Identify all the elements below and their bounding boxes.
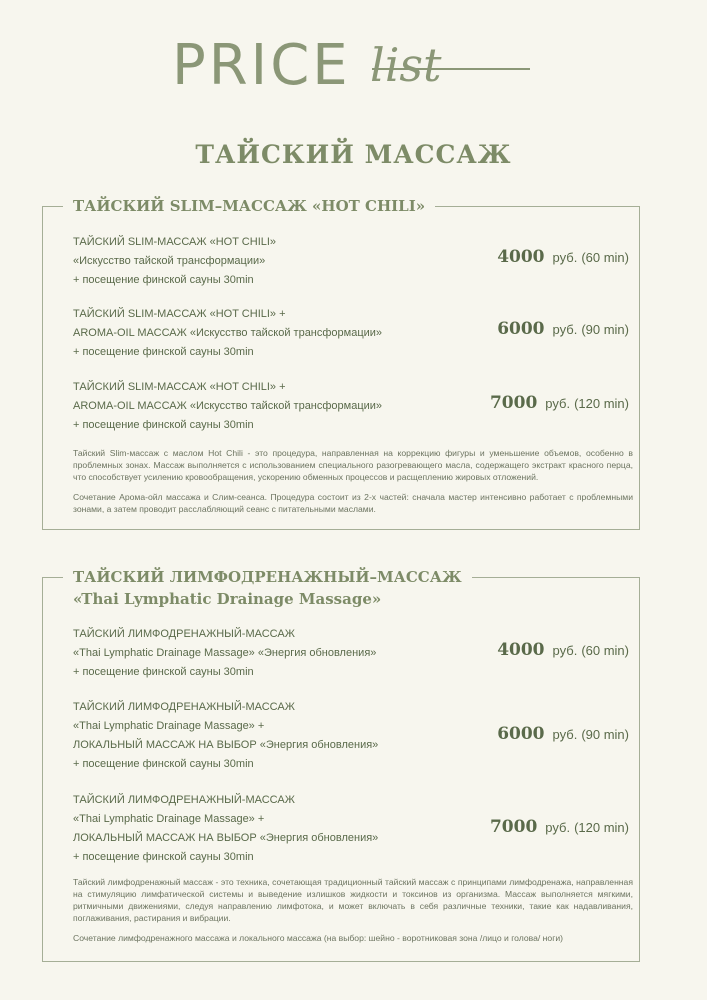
price-value: 6000	[497, 319, 545, 339]
price-duration: (60 min)	[581, 643, 629, 658]
section-title-text: ТАЙСКИЙ ЛИМФОДРЕНАЖНЫЙ–МАССАЖ	[73, 568, 462, 586]
price-value: 4000	[497, 247, 545, 267]
price-tag	[497, 640, 629, 660]
price-currency: руб.	[552, 250, 578, 265]
service-line: «Thai Lymphatic Drainage Massage» +	[73, 813, 265, 825]
service-item	[73, 791, 633, 867]
service-line: + посещение финской сауны 30min	[73, 758, 254, 770]
price-tag	[490, 393, 629, 413]
service-item	[73, 233, 633, 290]
price-duration: (90 min)	[581, 322, 629, 337]
service-line: + посещение финской сауны 30min	[73, 274, 254, 286]
price-tag	[497, 319, 629, 339]
price-heading: PRICE	[172, 33, 351, 98]
price-currency: руб.	[552, 727, 578, 742]
service-item	[73, 698, 633, 774]
section-subtitle: «Thai Lymphatic Drainage Massage»	[73, 590, 382, 608]
price-currency: руб.	[552, 643, 578, 658]
price-value: 4000	[497, 640, 545, 660]
service-line: ТАЙСКИЙ ЛИМФОДРЕНАЖНЫЙ-МАССАЖ	[73, 794, 295, 806]
service-item	[73, 305, 633, 362]
section-lymphatic-massage	[42, 568, 640, 962]
service-line: ТАЙСКИЙ ЛИМФОДРЕНАЖНЫЙ-МАССАЖ	[73, 628, 295, 640]
section-title	[63, 195, 435, 217]
section-title	[63, 566, 472, 610]
price-currency: руб.	[545, 396, 571, 411]
price-value: 7000	[489, 393, 538, 413]
service-line: + посещение финской сауны 30min	[73, 346, 254, 358]
description-paragraph: Тайский Slim-массаж с маслом Hot Chili - это процедура, направленная на коррекцию фигуры и уменьшение объемов, особенно в проблемных зонах. Массаж выполняется с использованием специального разогревающего масла, содержащего экстракт красного перца, что способствует усилению кровообращения, ускорению обменных процессов и расщеплению жировых отложений.	[73, 448, 633, 482]
price-duration: (60 min)	[581, 250, 629, 265]
section-slim-massage	[42, 197, 640, 530]
header	[0, 0, 707, 200]
section-description	[73, 876, 633, 952]
price-tag	[490, 817, 629, 837]
service-item	[73, 378, 633, 435]
service-line: ТАЙСКИЙ SLIM-МАССАЖ «HOT CHILI»	[73, 236, 277, 248]
price-tag	[497, 724, 629, 744]
service-line: + посещение финской сауны 30min	[73, 666, 254, 678]
section-title-text: ТАЙСКИЙ SLIM–МАССАЖ «HOT CHILI»	[73, 197, 426, 215]
price-duration: (120 min)	[574, 820, 629, 835]
service-line: AROMA-OIL МАССАЖ «Искусство тайской трансформации»	[73, 400, 383, 412]
description-paragraph: Сочетание лимфодренажного массажа и локального массажа (на выбор: шейно - воротниковая зона /лицо и голова/ ноги)	[73, 933, 563, 943]
description-paragraph: Тайский лимфодренажный массаж - это техника, сочетающая традиционный тайский массаж с принципами лимфодренажа, направленная на стимуляцию лимфатической системы и выведение излишков жидкости и токсинов из организма. Массаж выполняется мягкими, ритмичными движениями, следуя направлению лимфотока, и может включать в себя различные техники, такие как надавливания, поглаживания, растирания и вибрации.	[73, 877, 633, 923]
service-line: «Thai Lymphatic Drainage Massage» «Энергия обновления»	[73, 647, 377, 659]
service-line: «Искусство тайской трансформации»	[73, 255, 266, 267]
list-script-heading: list	[370, 38, 442, 92]
page-title: ТАЙСКИЙ МАССАЖ	[195, 140, 512, 169]
service-line: + посещение финской сауны 30min	[73, 851, 254, 863]
description-paragraph: Сочетание Арома-ойл массажа и Слим-сеанса. Процедура состоит из 2-х частей: сначала мастер интенсивно работает с проблемными зонами, а затем проводит расслабляющий сеанс с питательными маслами.	[73, 492, 633, 514]
price-currency: руб.	[545, 820, 571, 835]
price-duration: (90 min)	[581, 727, 629, 742]
service-line: ЛОКАЛЬНЫЙ МАССАЖ НА ВЫБОР «Энергия обновления»	[73, 739, 379, 751]
service-line: ТАЙСКИЙ SLIM-МАССАЖ «HOT CHILI» +	[73, 308, 286, 320]
price-duration: (120 min)	[574, 396, 629, 411]
service-line: ЛОКАЛЬНЫЙ МАССАЖ НА ВЫБОР «Энергия обновления»	[73, 832, 379, 844]
price-value: 6000	[497, 724, 545, 744]
service-line: + посещение финской сауны 30min	[73, 419, 254, 431]
service-line: ТАЙСКИЙ SLIM-МАССАЖ «HOT CHILI» +	[73, 381, 286, 393]
price-currency: руб.	[552, 322, 578, 337]
service-line: «Thai Lymphatic Drainage Massage» +	[73, 720, 265, 732]
price-value: 7000	[489, 817, 538, 837]
section-description	[73, 447, 633, 523]
service-item	[73, 625, 633, 682]
price-tag	[497, 247, 629, 267]
service-line: AROMA-OIL МАССАЖ «Искусство тайской трансформации»	[73, 327, 383, 339]
service-line: ТАЙСКИЙ ЛИМФОДРЕНАЖНЫЙ-МАССАЖ	[73, 701, 295, 713]
